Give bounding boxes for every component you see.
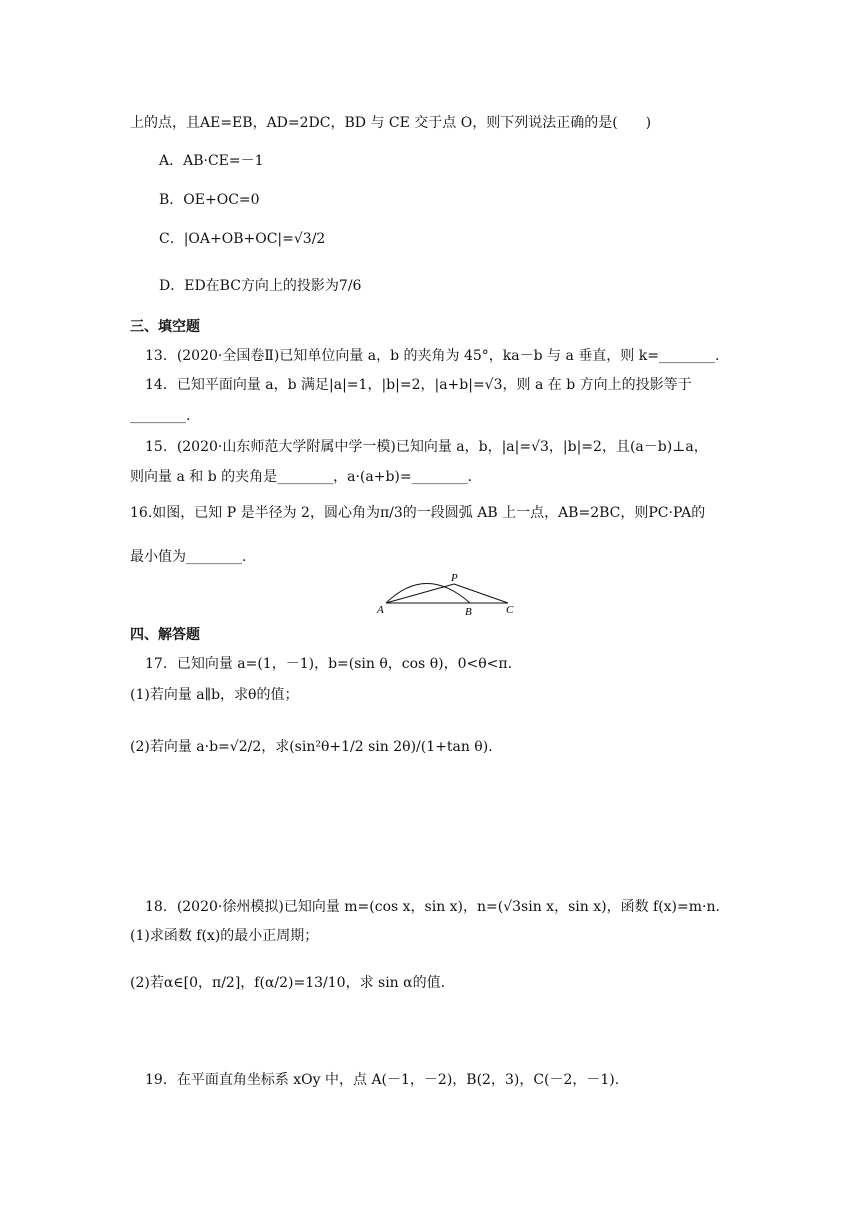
q15-line1: 15．(2020·山东师范大学附属中学一模)已知向量 a，b，|a|=√3，|b|=2，且(a－b)⊥a， [145,439,708,455]
q12-option-a: A．AB·CE=－1 [159,153,264,169]
q12-option-c: C．|OA+OB+OC|=√3/2 [159,231,326,247]
arc-ab [386,584,470,604]
q12-option-d: D．ED在BC方向上的投影为7/6 [159,278,362,294]
section-solution-heading: 四、解答题 [130,627,200,643]
q17-part2: (2)若向量 a·b=√2/2，求(sin²θ+1/2 sin 2θ)/(1+tan θ). [130,739,493,755]
q19: 19．在平面直角坐标系 xOy 中，点 A(－1，－2)，B(2，3)，C(－2，－1). [145,1072,620,1088]
q14-line1: 14．已知平面向量 a，b 满足|a|=1，|b|=2，|a+b|=√3，则 a 在 b 方向上的投影等于 [145,377,692,393]
q14-line2: ________. [130,408,191,424]
q12-option-b: B．OE+OC=0 [159,192,260,208]
q16-line1: 16.如图，已知 P 是半径为 2，圆心角为π/3的一段圆弧 AB 上一点，AB=2BC，则PC·PA的 [130,505,706,521]
q18-stem: 18．(2020·徐州模拟)已知向量 m=(cos x，sin x)，n=(√3sin x，sin x)，函数 f(x)=m·n. [145,899,720,915]
q18-part2: (2)若α∈[0，π/2]，f(α/2)=13/10，求 sin α的值. [130,975,446,991]
label-c: C [506,604,514,616]
arc-figure [368,570,528,618]
label-b: B [465,606,472,618]
q15-line2: 则向量 a 和 b 的夹角是________，a·(a+b)=________. [130,469,473,485]
segment-pc [454,584,508,603]
q13: 13．(2020·全国卷Ⅱ)已知单位向量 a，b 的夹角为 45°，ka－b 与 a 垂直，则 k=________. [145,348,720,364]
q18-part1: (1)求函数 f(x)的最小正周期； [130,928,319,944]
section-fill-in-heading: 三、填空题 [130,319,200,335]
label-a: A [377,604,384,616]
q12-stem: 上的点，且AE=EB，AD=2DC，BD 与 CE 交于点 O，则下列说法正确的是( ) [130,115,652,131]
segment-pa [386,584,454,603]
q16-line2: 最小值为________. [130,549,247,565]
q17-stem: 17．已知向量 a=(1，－1)，b=(sin θ，cos θ)，0<θ<π. [145,656,513,672]
label-p: P [451,572,458,584]
q17-part1: (1)若向量 a∥b，求θ的值； [130,687,299,703]
